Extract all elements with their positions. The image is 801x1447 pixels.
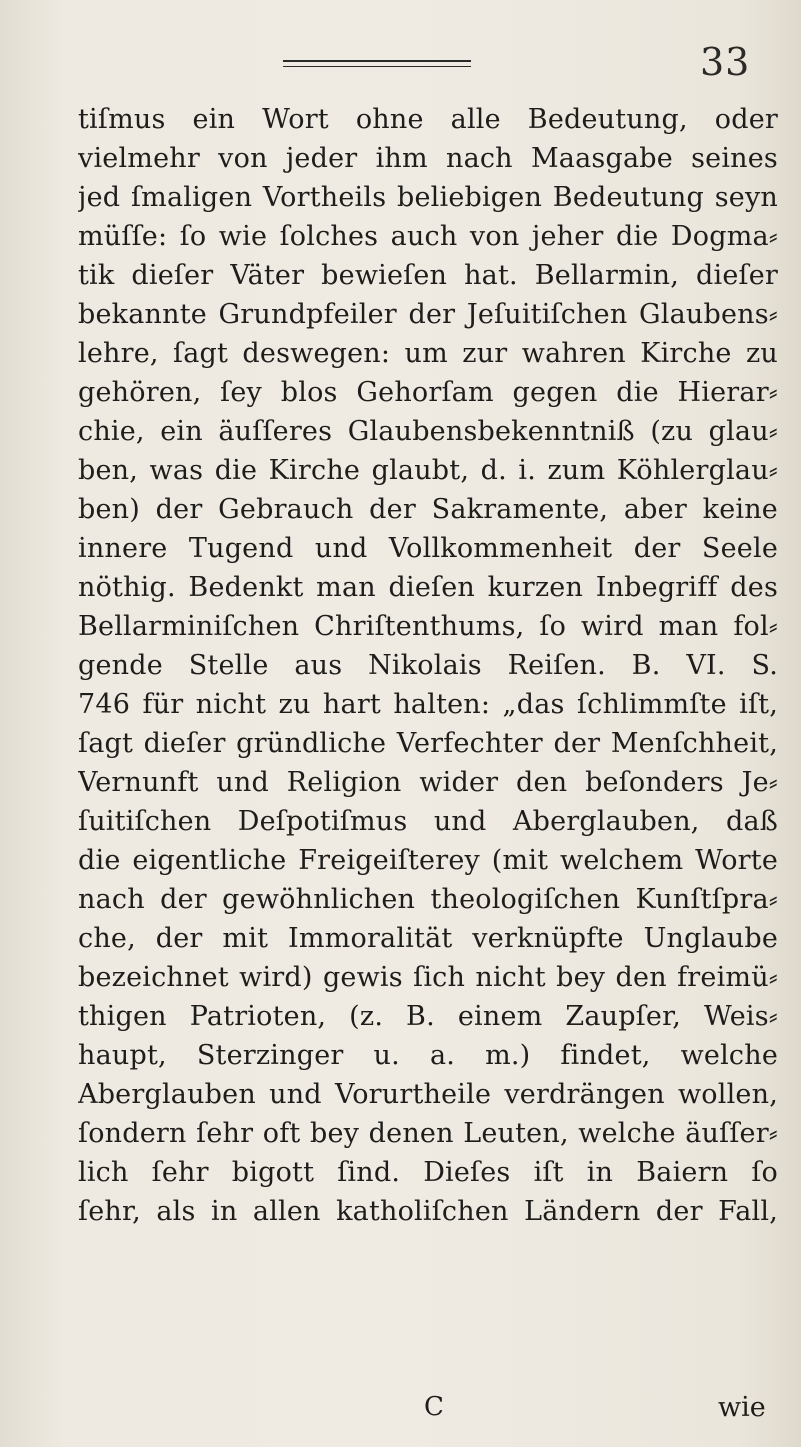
text-line: 746 für nicht zu hart halten: „das ſchlimmſte iſt, bbox=[78, 689, 778, 720]
catchword: wie bbox=[718, 1392, 766, 1423]
text-line: gehören, ſey blos Gehorſam gegen die Hierar⸗ bbox=[78, 377, 778, 408]
text-line: tiſmus ein Wort ohne alle Bedeutung, oder bbox=[78, 104, 778, 135]
text-line: ſuitiſchen Deſpotiſmus und Aberglauben, daß bbox=[78, 806, 778, 837]
text-line: bezeichnet wird) gewis ſich nicht bey den freimü⸗ bbox=[78, 962, 778, 993]
text-line: ben) der Gebrauch der Sakramente, aber keine bbox=[78, 494, 778, 525]
text-line: innere Tugend und Vollkommenheit der Seele bbox=[78, 533, 778, 564]
text-line: nach der gewöhnlichen theologiſchen Kunſtſpra⸗ bbox=[78, 884, 778, 915]
text-line: gende Stelle aus Nikolais Reiſen. B. VI. S. bbox=[78, 650, 778, 681]
body-text bbox=[78, 100, 778, 1231]
text-line: haupt, Sterzinger u. a. m.) findet, welche bbox=[78, 1040, 778, 1071]
header-rule bbox=[283, 60, 471, 67]
text-line: ſagt dieſer gründliche Verfechter der Menſchheit, bbox=[78, 728, 778, 759]
text-line: die eigentliche Freigeiſterey (mit welchem Worte bbox=[78, 845, 778, 876]
text-line: thigen Patrioten, (z. B. einem Zaupſer, Weis⸗ bbox=[78, 1001, 778, 1032]
text-line: bekannte Grundpfeiler der Jeſuitiſchen Glaubens⸗ bbox=[78, 299, 778, 330]
text-line: müſſe: ſo wie ſolches auch von jeher die Dogma⸗ bbox=[78, 221, 778, 252]
text-line: Vernunft und Religion wider den beſonders Je⸗ bbox=[78, 767, 778, 798]
text-line: lich ſehr bigott ſind. Dieſes iſt in Baiern ſo bbox=[78, 1157, 778, 1188]
text-line: che, der mit Immoralität verknüpfte Unglaube bbox=[78, 923, 778, 954]
page-number: 33 bbox=[700, 40, 751, 84]
text-line: tik dieſer Väter bewieſen hat. Bellarmin, dieſer bbox=[78, 260, 778, 291]
text-line: jed ſmaligen Vortheils beliebigen Bedeutung seyn bbox=[78, 182, 778, 213]
text-line: Bellarminiſchen Chriſtenthums, ſo wird man fol⸗ bbox=[78, 611, 778, 642]
text-line: vielmehr von jeder ihm nach Maasgabe seines bbox=[78, 143, 778, 174]
text-line: ben, was die Kirche glaubt, d. i. zum Köhlerglau⸗ bbox=[78, 455, 778, 486]
text-line: ſehr, als in allen katholiſchen Ländern der Fall, bbox=[78, 1196, 778, 1227]
text-line: ſondern ſehr oft bey denen Leuten, welche äuſſer⸗ bbox=[78, 1118, 778, 1149]
text-line: chie, ein äuſſeres Glaubensbekenntniß (zu glau⸗ bbox=[78, 416, 778, 447]
signature-mark: C bbox=[424, 1392, 444, 1422]
text-line: Aberglauben und Vorurtheile verdrängen wollen, bbox=[78, 1079, 778, 1110]
text-line: lehre, ſagt deswegen: um zur wahren Kirche zu bbox=[78, 338, 778, 369]
text-line: nöthig. Bedenkt man dieſen kurzen Inbegriff des bbox=[78, 572, 778, 603]
